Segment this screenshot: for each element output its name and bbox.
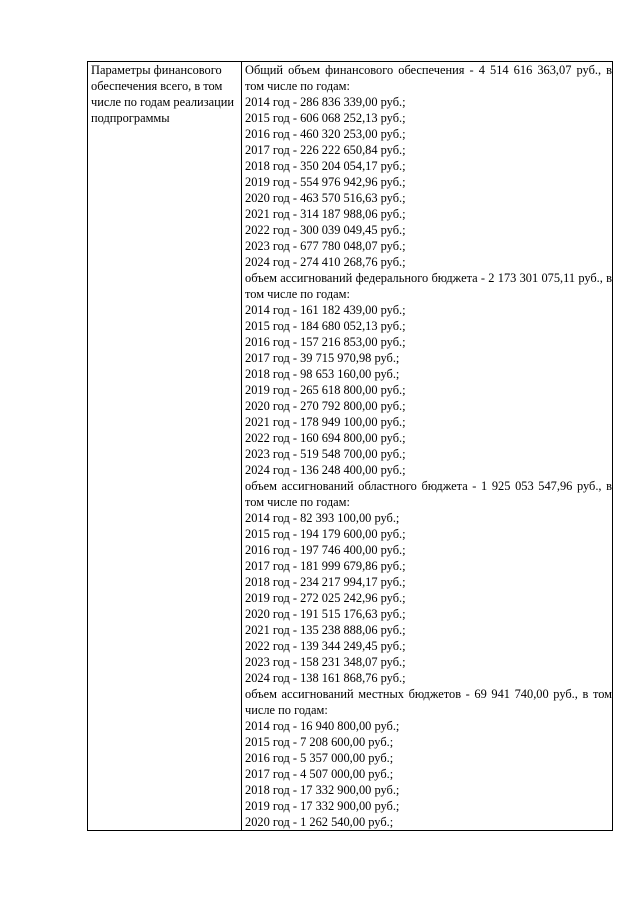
total-year-2018: 2018 год - 350 204 054,17 руб.;	[245, 159, 406, 173]
total-year-2015: 2015 год - 606 068 252,13 руб.;	[245, 111, 406, 125]
regional-year-2019: 2019 год - 272 025 242,96 руб.;	[245, 591, 406, 605]
federal-year-2019: 2019 год - 265 618 800,00 руб.;	[245, 383, 406, 397]
regional-year-2024: 2024 год - 138 161 868,76 руб.;	[245, 671, 406, 685]
regional-intro: объем ассигнований областного бюджета - 1 925 053 547,96 руб., в том числе по годам:	[245, 479, 612, 509]
value-cell	[242, 62, 613, 831]
regional-year-2016: 2016 год - 197 746 400,00 руб.;	[245, 543, 406, 557]
total-year-2019: 2019 год - 554 976 942,96 руб.;	[245, 175, 406, 189]
total-year-2016: 2016 год - 460 320 253,00 руб.;	[245, 127, 406, 141]
federal-year-2017: 2017 год - 39 715 970,98 руб.;	[245, 351, 400, 365]
local-year-2016: 2016 год - 5 357 000,00 руб.;	[245, 751, 394, 765]
regional-year-2020: 2020 год - 191 515 176,63 руб.;	[245, 607, 406, 621]
regional-year-2022: 2022 год - 139 344 249,45 руб.;	[245, 639, 406, 653]
federal-year-2021: 2021 год - 178 949 100,00 руб.;	[245, 415, 406, 429]
federal-year-2015: 2015 год - 184 680 052,13 руб.;	[245, 319, 406, 333]
federal-year-2024: 2024 год - 136 248 400,00 руб.;	[245, 463, 406, 477]
total-intro: Общий объем финансового обеспечения - 4 514 616 363,07 руб., в том числе по годам:	[245, 63, 612, 93]
total-year-2023: 2023 год - 677 780 048,07 руб.;	[245, 239, 406, 253]
local-year-2019: 2019 год - 17 332 900,00 руб.;	[245, 799, 400, 813]
local-intro: объем ассигнований местных бюджетов - 69 941 740,00 руб., в том числе по годам:	[245, 687, 612, 717]
label-cell	[88, 62, 242, 831]
regional-year-2023: 2023 год - 158 231 348,07 руб.;	[245, 655, 406, 669]
regional-year-2015: 2015 год - 194 179 600,00 руб.;	[245, 527, 406, 541]
federal-year-2022: 2022 год - 160 694 800,00 руб.;	[245, 431, 406, 445]
local-year-2018: 2018 год - 17 332 900,00 руб.;	[245, 783, 400, 797]
regional-year-2021: 2021 год - 135 238 888,06 руб.;	[245, 623, 406, 637]
total-year-2024: 2024 год - 274 410 268,76 руб.;	[245, 255, 406, 269]
total-year-2021: 2021 год - 314 187 988,06 руб.;	[245, 207, 406, 221]
financing-table	[87, 61, 613, 831]
total-year-2020: 2020 год - 463 570 516,63 руб.;	[245, 191, 406, 205]
federal-intro: объем ассигнований федерального бюджета - 2 173 301 075,11 руб., в том числе по годам:	[245, 271, 612, 301]
local-year-2014: 2014 год - 16 940 800,00 руб.;	[245, 719, 400, 733]
regional-year-2014: 2014 год - 82 393 100,00 руб.;	[245, 511, 400, 525]
federal-year-2020: 2020 год - 270 792 800,00 руб.;	[245, 399, 406, 413]
local-year-2017: 2017 год - 4 507 000,00 руб.;	[245, 767, 394, 781]
total-year-2022: 2022 год - 300 039 049,45 руб.;	[245, 223, 406, 237]
total-year-2017: 2017 год - 226 222 650,84 руб.;	[245, 143, 406, 157]
regional-year-2018: 2018 год - 234 217 994,17 руб.;	[245, 575, 406, 589]
local-year-2015: 2015 год - 7 208 600,00 руб.;	[245, 735, 394, 749]
total-year-2014: 2014 год - 286 836 339,00 руб.;	[245, 95, 406, 109]
parameter-label: Параметры финансового обеспечения всего, в том числе по годам реализации подпрограммы	[91, 63, 234, 125]
federal-year-2018: 2018 год - 98 653 160,00 руб.;	[245, 367, 400, 381]
federal-year-2016: 2016 год - 157 216 853,00 руб.;	[245, 335, 406, 349]
local-year-2020: 2020 год - 1 262 540,00 руб.;	[245, 815, 394, 829]
federal-year-2023: 2023 год - 519 548 700,00 руб.;	[245, 447, 406, 461]
federal-year-2014: 2014 год - 161 182 439,00 руб.;	[245, 303, 406, 317]
financing-row	[88, 62, 613, 831]
regional-year-2017: 2017 год - 181 999 679,86 руб.;	[245, 559, 406, 573]
